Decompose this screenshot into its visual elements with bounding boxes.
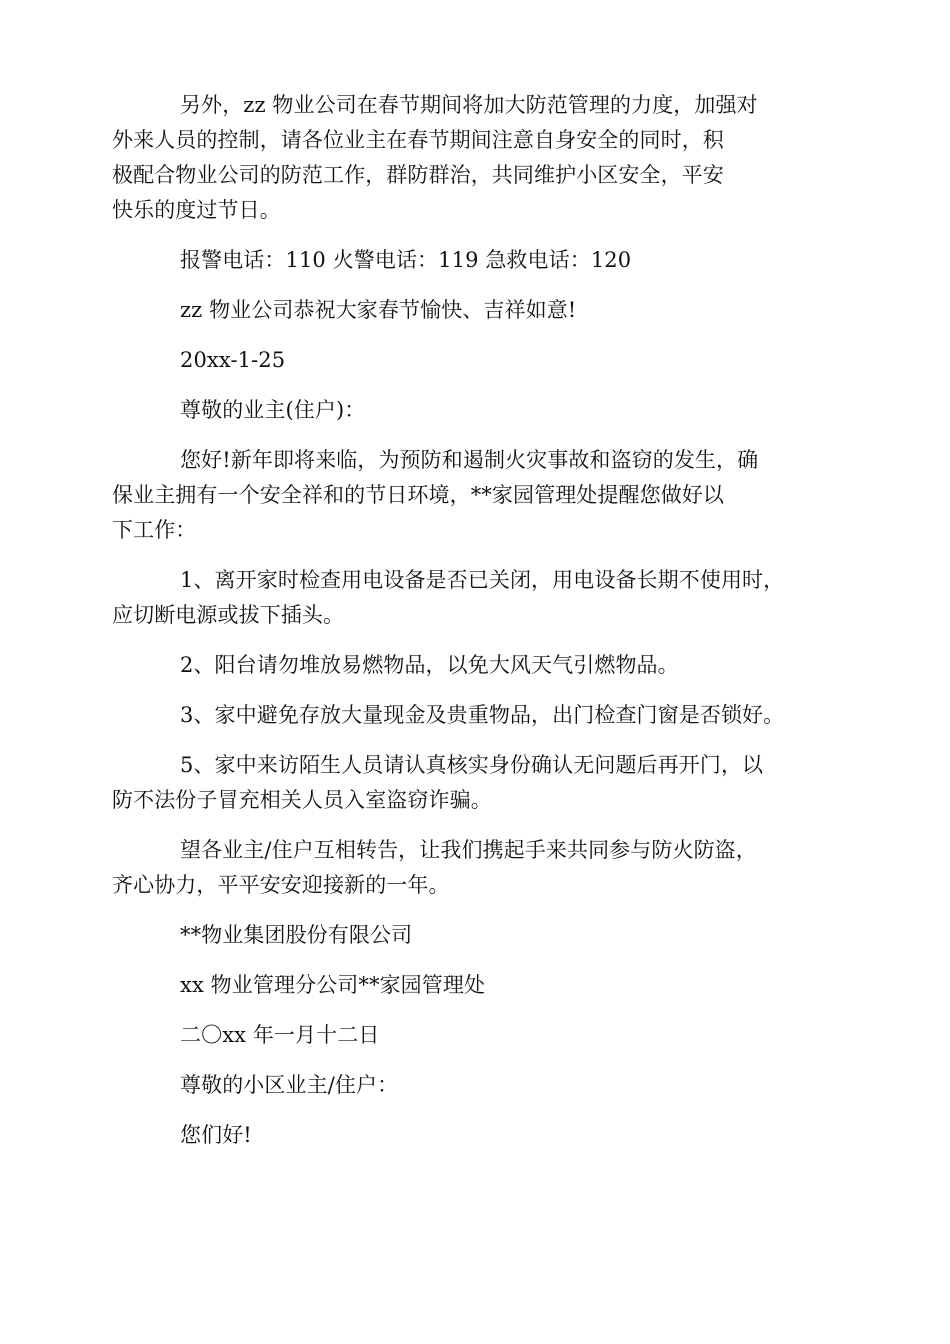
signature-date: 二〇xx 年一月十二日 (180, 1023, 380, 1047)
greeting-hello: 您们好! (180, 1123, 252, 1147)
salutation-residents: 尊敬的小区业主/住户： (180, 1073, 399, 1097)
signature-branch: xx 物业管理分公司**家园管理处 (180, 973, 486, 997)
list-item-2: 2、阳台请勿堆放易燃物品，以免大风天气引燃物品。 (180, 653, 679, 677)
greeting-line: zz 物业公司恭祝大家春节愉快、吉祥如意! (180, 298, 577, 322)
notice-date: 20xx-1-25 (180, 348, 286, 372)
list-item-1: 1、离开家时检查用电设备是否已关闭，用电设备长期不使用时， 应切断电源或拔下插头。 (112, 568, 785, 627)
notice-paragraph-security: 另外，zz 物业公司在春节期间将加大防范管理的力度，加强对 外来人员的控制，请各位业主在春节期间注意自身安全的同时，积 极配合物业公司的防范工作，群防群治，共同维护小区安全，平安 快乐的度过节日。 (112, 93, 758, 222)
list-item-3: 3、家中避免存放大量现金及贵重物品，出门检查门窗是否锁好。 (180, 703, 785, 727)
document-body (112, 88, 810, 1168)
list-item-5: 5、家中来访陌生人员请认真核实身份确认无问题后再开门，以 防不法份子冒充相关人员入室盗窃诈骗。 (112, 753, 764, 812)
intro-paragraph: 您好!新年即将来临，为预防和遏制火灾事故和盗窃的发生，确 保业主拥有一个安全祥和的节日环境，**家园管理处提醒您做好以 下工作： (112, 448, 759, 542)
emergency-phone-numbers: 报警电话：110 火警电话：119 急救电话：120 (180, 248, 632, 272)
salutation-owners: 尊敬的业主(住户)： (180, 398, 366, 422)
closing-paragraph: 望各业主/住户互相转告，让我们携起手来共同参与防火防盗， 齐心协力，平平安安迎接新的一年。 (112, 838, 757, 897)
signature-company: **物业集团股份有限公司 (180, 923, 413, 947)
